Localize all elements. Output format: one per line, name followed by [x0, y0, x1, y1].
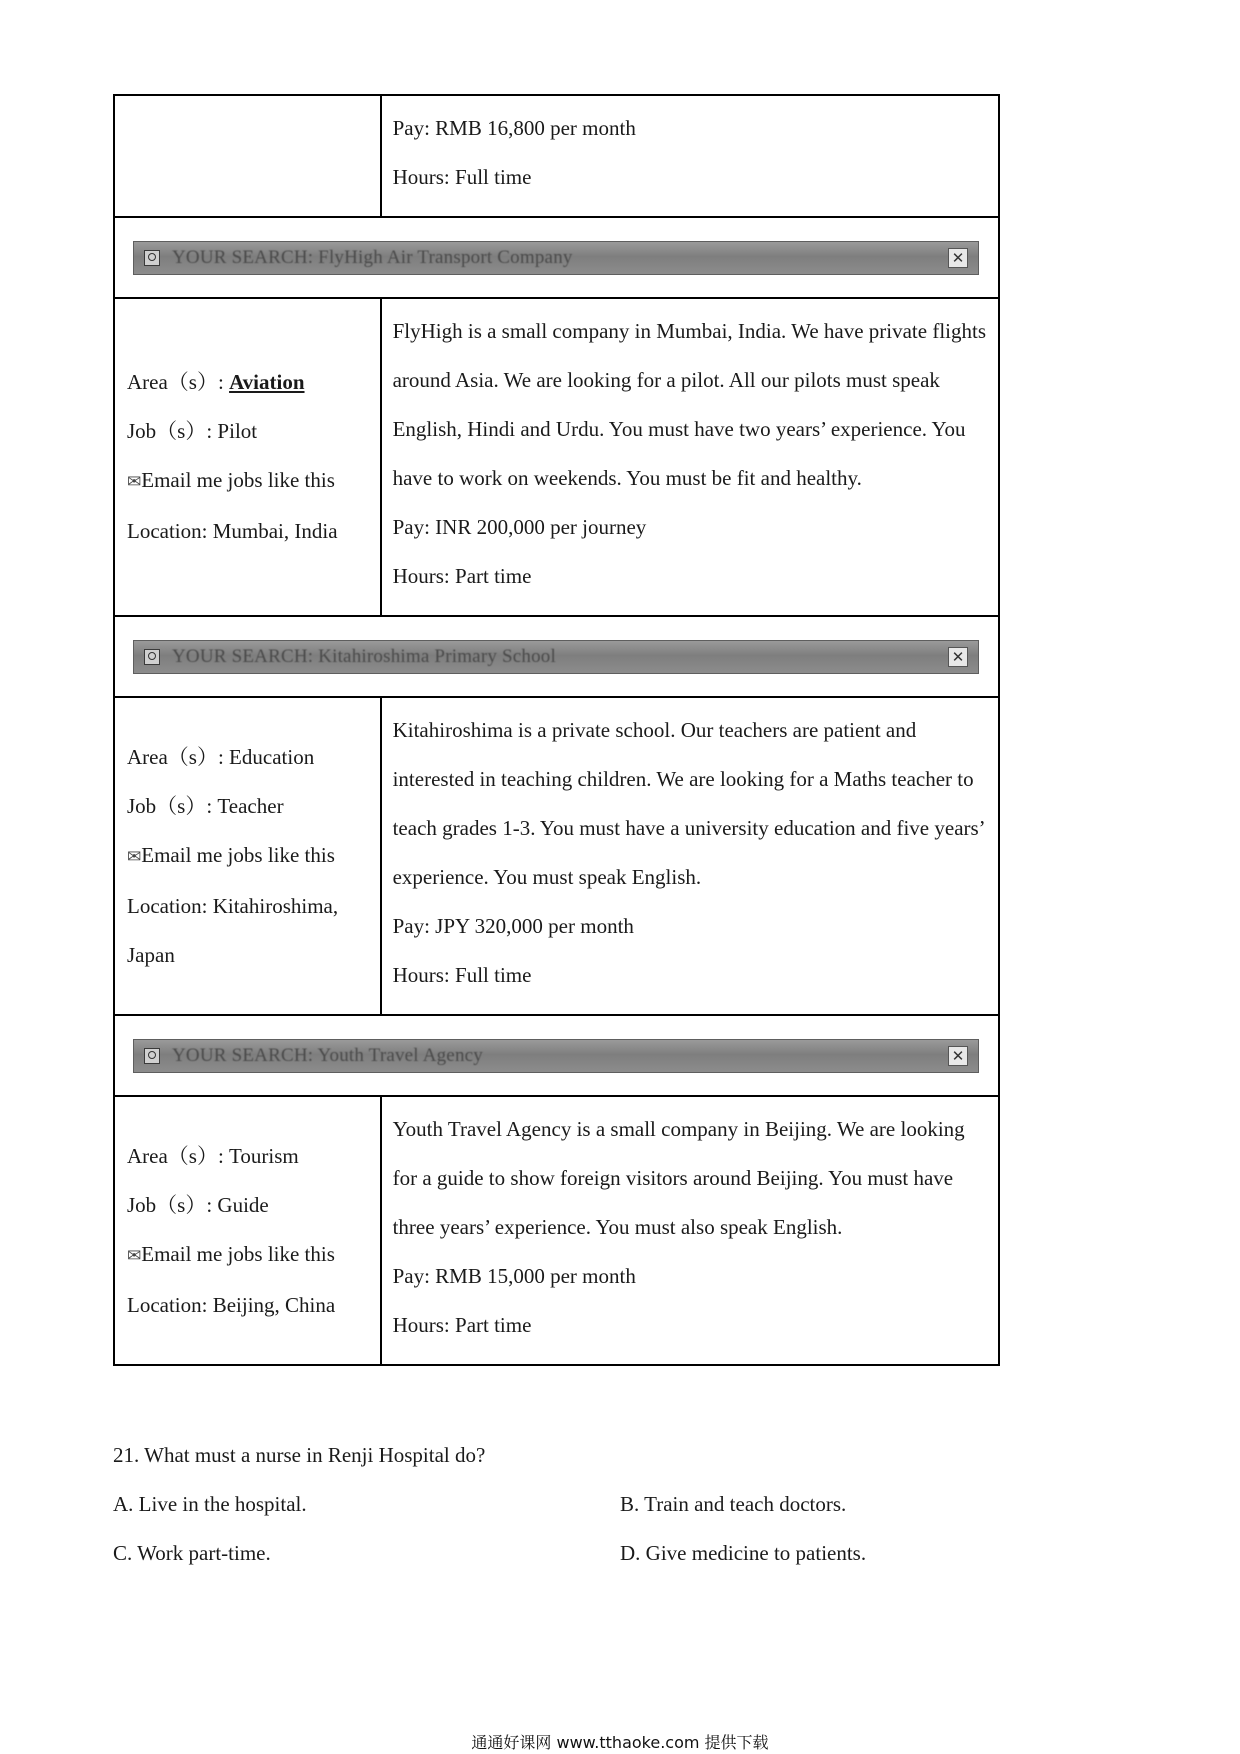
pay-text: Pay: RMB 16,800 per month [392, 116, 636, 140]
hours-text: Hours: Part time [392, 1313, 532, 1337]
area-link-aviation[interactable]: Aviation [229, 370, 305, 394]
job-text: Job（s）: Pilot [127, 419, 258, 443]
location-text: Location: Mumbai, India [127, 519, 338, 543]
pay-text: Pay: RMB 15,000 per month [392, 1264, 636, 1288]
email-me-label: Email me jobs like this [141, 1241, 335, 1266]
location-text: Location: Kitahiroshima, [127, 893, 339, 918]
location-text-cont: Japan [127, 942, 175, 967]
search-bar-cell [114, 217, 999, 298]
option-a[interactable]: A. Live in the hospital. [113, 1492, 307, 1516]
close-icon[interactable]: ✕ [948, 1046, 968, 1066]
search-bar-row [114, 217, 999, 298]
job-text: Job（s）: Guide [127, 1192, 269, 1217]
job-listing-row [114, 298, 999, 616]
empty-left-cell [114, 95, 381, 217]
email-me-link[interactable] [127, 1230, 370, 1281]
pay-text: Pay: JPY 320,000 per month [392, 914, 634, 938]
job-listings-table [113, 94, 1000, 1366]
listing-details-cell [381, 95, 999, 217]
search-bar [133, 640, 979, 674]
hours-text: Hours: Part time [392, 564, 532, 588]
area-prefix: Area（s）: [127, 370, 230, 394]
search-bar-cell [114, 616, 999, 697]
location-text: Location: Beijing, China [127, 1292, 336, 1317]
job-meta-cell [114, 697, 381, 1015]
footer-watermark: 通通好课网 www.tthaoke.com 提供下载 [471, 1733, 769, 1752]
hours-text: Hours: Full time [392, 165, 532, 189]
area-text [127, 358, 370, 407]
job-text: Job（s）: Teacher [127, 793, 284, 818]
area-text: Area（s）: Tourism [127, 1143, 299, 1168]
option-c[interactable]: C. Work part-time. [113, 1541, 271, 1565]
area-text: Area（s）: Education [127, 744, 315, 769]
search-bar-row [114, 1015, 999, 1096]
close-icon[interactable]: ✕ [948, 647, 968, 667]
search-bar [133, 1039, 979, 1073]
email-me-link[interactable] [127, 831, 370, 882]
search-bar-row [114, 616, 999, 697]
option-b[interactable]: B. Train and teach doctors. [620, 1492, 847, 1516]
search-bar-text: YOUR SEARCH: FlyHigh Air Transport Company [172, 246, 573, 268]
envelope-icon: ✉ [127, 1245, 142, 1266]
email-me-link[interactable] [127, 456, 370, 507]
job-meta-cell [114, 298, 381, 616]
job-listing-row [114, 697, 999, 1015]
hours-text: Hours: Full time [392, 963, 532, 987]
search-bar-text: YOUR SEARCH: Kitahiroshima Primary School [172, 645, 556, 667]
search-bar [133, 241, 979, 275]
search-icon [144, 649, 160, 665]
close-icon[interactable]: ✕ [948, 248, 968, 268]
search-bar-cell [114, 1015, 999, 1096]
envelope-icon: ✉ [127, 472, 142, 492]
search-bar-text: YOUR SEARCH: Youth Travel Agency [172, 1044, 483, 1066]
search-icon [144, 250, 160, 266]
job-description-cell [381, 697, 999, 1015]
job-description: Kitahiroshima is a private school. Our teachers are patient and interested in teaching children. We are looking for a Maths teacher to teach grades 1-3. You must have a university education and five years’ experience. You must speak English. [392, 718, 985, 889]
search-icon [144, 1048, 160, 1064]
job-description-cell [381, 298, 999, 616]
pay-text: Pay: INR 200,000 per journey [392, 515, 647, 539]
option-d[interactable]: D. Give medicine to patients. [620, 1541, 867, 1565]
email-me-label: Email me jobs like this [141, 468, 335, 492]
job-listing-row [114, 1096, 999, 1365]
job-description: Youth Travel Agency is a small company in Beijing. We are looking for a guide to show foreign visitors around Beijing. You must have three years’ experience. You must also speak English. [392, 1117, 965, 1239]
envelope-icon: ✉ [127, 846, 142, 867]
email-me-label: Email me jobs like this [141, 842, 335, 867]
job-description: FlyHigh is a small company in Mumbai, India. We have private flights around Asia. We are looking for a pilot. All our pilots must speak English, Hindi and Urdu. You must have two years’ experience. You have to work on weekends. You must be fit and healthy. [392, 319, 986, 490]
job-meta-cell [114, 1096, 381, 1365]
job-description-cell [381, 1096, 999, 1365]
listing-continuation-row [114, 95, 999, 217]
question-stem: 21. What must a nurse in Renji Hospital do? [113, 1443, 486, 1467]
